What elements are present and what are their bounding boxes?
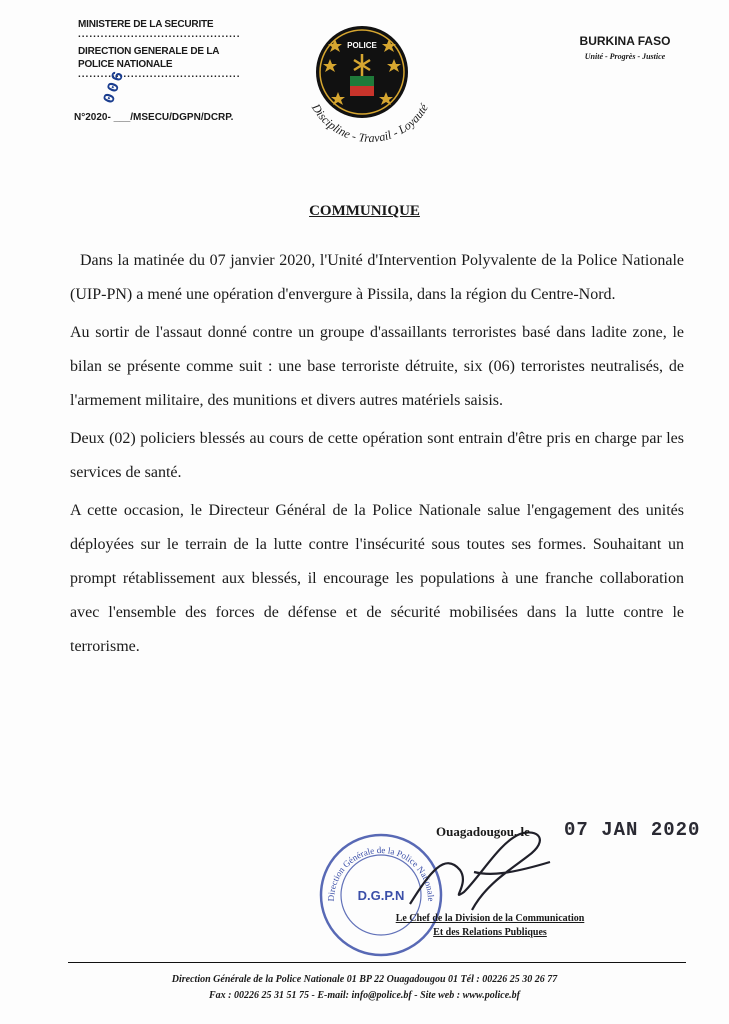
document-title: COMMUNIQUE — [309, 203, 420, 219]
country-block — [560, 34, 690, 61]
signer-title-line2: Et des Relations Publiques — [433, 927, 547, 938]
seal-initials: D.G.P.N — [357, 888, 405, 903]
direction-name-line2: POLICE NATIONALE — [78, 59, 173, 70]
country-motto: Unité - Progrès - Justice — [584, 52, 666, 61]
reference-stamp: 006 — [100, 67, 129, 107]
seal-text: Direction Générale de la Police Nationale — [325, 844, 437, 902]
paragraph: Au sortir de l'assaut donné contre un groupe d'assaillants terroristes basé dans ladite zone, le bilan se présente comme suit : une base terroriste détruite, six (06) terroristes neutralisés, de l'armement militaire, des munitions et divers autres matériels saisis. — [70, 324, 684, 409]
paragraph: A cette occasion, le Directeur Général de la Police Nationale salue l'engagement des unités déployées sur le terrain de la lutte contre l'insécurité sous toutes ses formes. Souhaitant un prompt rétablissement aux blessés, il encourage les populations à une franche collaboration avec l'ensemble des forces de défense et de sécurité mobilisées dans la lutte contre le terrorisme. — [70, 502, 684, 655]
footer — [0, 972, 729, 1004]
document-body — [70, 244, 684, 668]
direction-name: DIRECTION GENERALE DE LA — [78, 46, 220, 57]
dotted-line: ........................................... — [78, 69, 241, 80]
reference-number: N°2020- ___/MSECU/DGPN/DCRP. — [74, 112, 234, 123]
country-name: BURKINA FASO — [579, 34, 671, 48]
police-emblem — [290, 14, 450, 164]
paragraph: Deux (02) policiers blessés au cours de cette opération sont entrain d'être pris en charge par les services de santé. — [70, 430, 684, 481]
footer-divider — [68, 962, 686, 963]
dotted-line: ........................................... — [78, 29, 241, 40]
signer-title: Le Chef de la Division de la Communication — [395, 913, 585, 924]
emblem-motto: Discipline - Travail - Loyauté — [309, 101, 431, 146]
date-stamp: 07 JAN 2020 — [564, 819, 701, 841]
paragraph: Dans la matinée du 07 janvier 2020, l'Unité d'Intervention Polyvalente de la Police Nationale (UIP-PN) a mené une opération d'envergure à Pissila, dans la région du Centre-Nord. — [70, 252, 684, 303]
footer-contacts: Fax : 00226 25 31 51 75 - E-mail: info@police.bf - Site web : www.police.bf — [209, 990, 520, 1001]
emblem-badge-text: POLICE — [347, 41, 377, 50]
ministry-name: MINISTERE DE LA SECURITE — [78, 19, 214, 30]
footer-address: Direction Générale de la Police Nationale 01 BP 22 Ouagadougou 01 Tél : 00226 25 30 26 77 — [171, 974, 558, 985]
signer-block — [340, 912, 640, 940]
place-label: Ouagadougou, le — [436, 824, 530, 839]
